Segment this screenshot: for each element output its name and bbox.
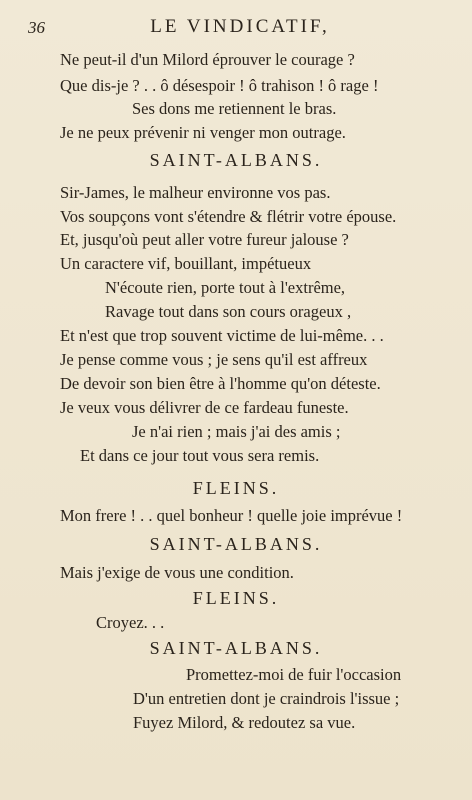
running-head: LE VINDICATIF, — [150, 16, 330, 37]
verse-line: N'écoute rien, porte tout à l'extrême, — [105, 278, 346, 297]
speaker-name: FLEINS. — [192, 588, 280, 608]
page-number: 36 — [28, 18, 45, 37]
verse-line: De devoir son bien être à l'homme qu'on déteste. — [60, 374, 381, 393]
speaker-name: SAINT-ALBANS. — [149, 150, 323, 170]
verse-line: Et n'est que trop souvent victime de lui-même. . . — [60, 326, 384, 345]
speaker-name: SAINT-ALBANS. — [149, 534, 323, 554]
verse-line: Fuyez Milord, & redoutez sa vue. — [133, 713, 356, 732]
verse-line: Ne peut-il d'un Milord éprouver le courage ? — [60, 50, 355, 69]
verse-line: Je n'ai rien ; mais j'ai des amis ; — [132, 422, 341, 441]
verse-line: Que dis-je ? . . ô désespoir ! ô trahison ! ô rage ! — [60, 76, 379, 95]
verse-line: Un caractere vif, bouillant, impétueux — [60, 254, 312, 273]
verse-line: Mon frere ! . . quel bonheur ! quelle joie imprévue ! — [60, 506, 403, 525]
verse-line: Je ne peux prévenir ni venger mon outrage. — [60, 123, 346, 142]
verse-line: Ravage tout dans son cours orageux , — [105, 302, 352, 321]
verse-line: Promettez-moi de fuir l'occasion — [186, 665, 402, 684]
verse-line: D'un entretien dont je craindrois l'issue ; — [133, 689, 400, 708]
verse-line: Et dans ce jour tout vous sera remis. — [80, 446, 320, 465]
verse-line: Je veux vous délivrer de ce fardeau funeste. — [60, 398, 349, 417]
verse-line: Mais j'exige de vous une condition. — [60, 563, 294, 582]
verse-line: Ses dons me retiennent le bras. — [132, 99, 337, 118]
verse-line: Croyez. . . — [96, 613, 165, 632]
verse-line: Et, jusqu'où peut aller votre fureur jalouse ? — [60, 230, 349, 249]
verse-line: Sir-James, le malheur environne vos pas. — [60, 183, 331, 202]
speaker-name: SAINT-ALBANS. — [149, 638, 323, 658]
verse-line: Vos soupçons vont s'étendre & flétrir votre épouse. — [60, 207, 397, 226]
speaker-name: FLEINS. — [192, 478, 280, 498]
verse-line: Je pense comme vous ; je sens qu'il est affreux — [60, 350, 368, 369]
